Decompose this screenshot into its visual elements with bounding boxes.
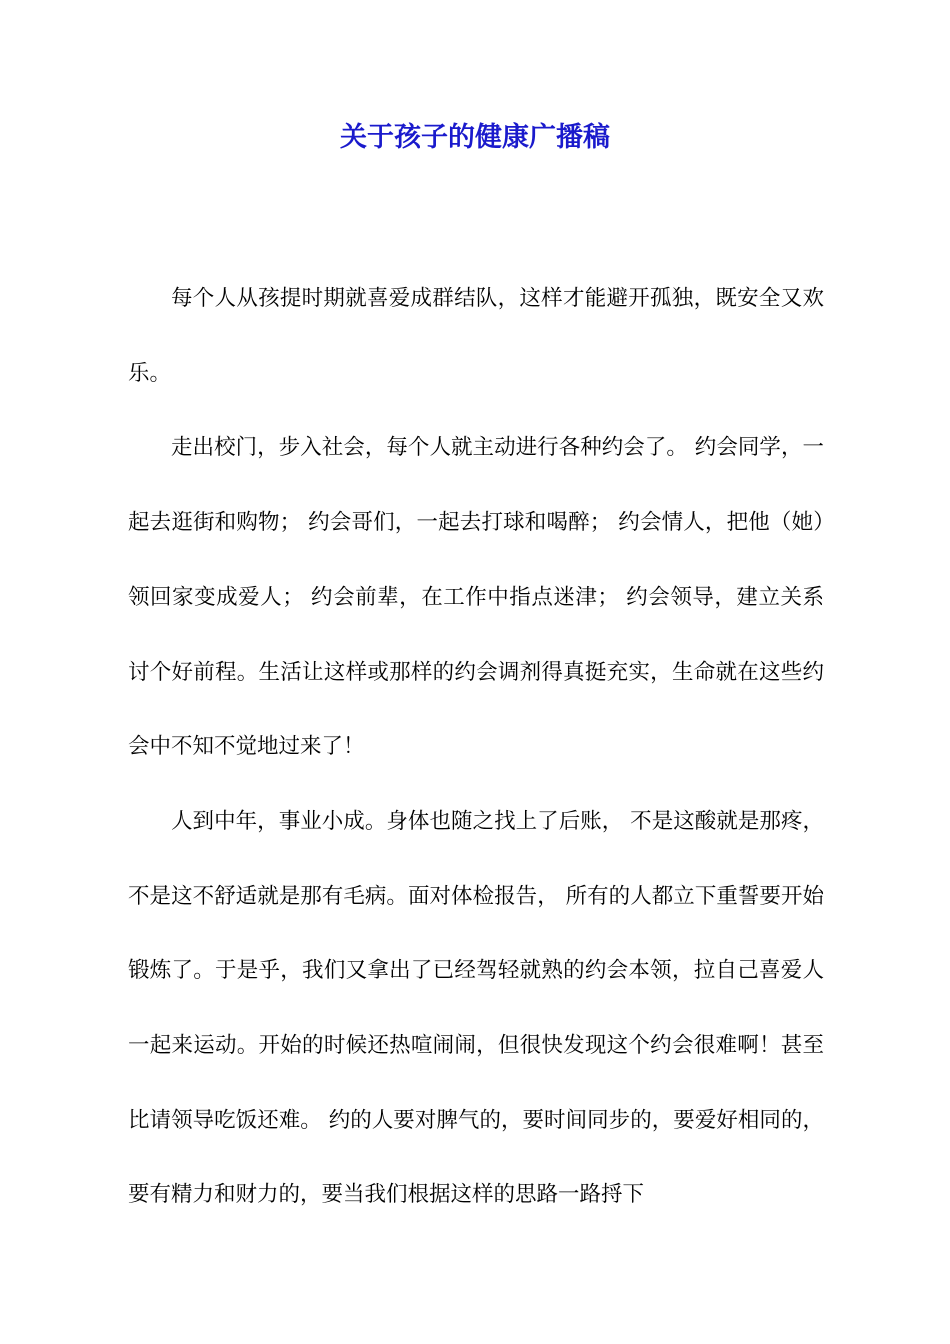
paragraph-1: 每个人从孩提时期就喜爱成群结队，这样才能避开孤独，既安全又欢乐。 [128,286,824,386]
document-body [128,262,824,1233]
paragraph-3: 人到中年，事业小成。身体也随之找上了后账， 不是这酸就是那疼，不是这不舒适就是那有毛病。面对体检报告， 所有的人都立下重誓要开始锻炼了。于是乎，我们又拿出了已经驾轻就熟的约会本领，拉自己喜爱人一起来运动。开始的时候还热喧闹闹，但很快发现这个约会很难啊！甚至比请领导吃饭还难。 约的人要对脾气的，要时间同步的，要爱好相同的，要有精力和财力的，要当我们根据这样的思路一路捋下 [128,808,824,1208]
paragraph-2: 走出校门，步入社会，每个人就主动进行各种约会了。 约会同学，一起去逛街和购物； 约会哥们，一起去打球和喝醉； 约会情人，把他（她）领回家变成爱人； 约会前辈，在工作中指点迷津； 约会领导，建立关系讨个好前程。生活让这样或那样的约会调剂得真挺充实，生命就在这些约会中不知不觉地过来了！ [128,435,824,760]
document-title: 关于孩子的健康广播稿 [340,122,610,153]
